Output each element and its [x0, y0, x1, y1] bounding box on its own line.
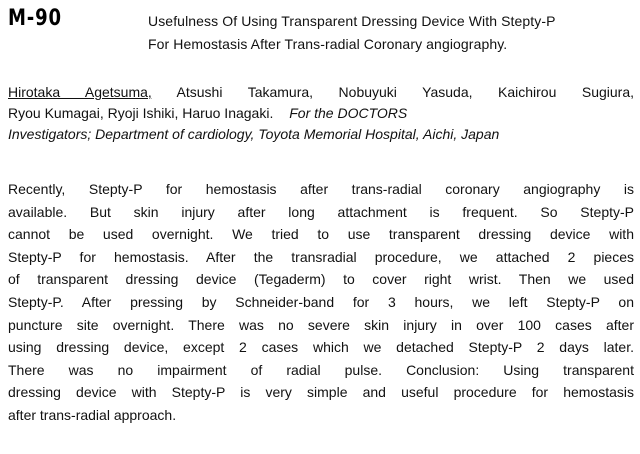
author-line [8, 103, 634, 124]
affiliation: Investigators; Department of cardiology, Toyota Memorial Hospital, Aichi, Japan [8, 126, 500, 142]
body-line: dressing device with Stepty-P is very simple and useful procedure for hemostasis [8, 384, 634, 401]
body-line: There was no impairment of radial pulse. Conclusion: Using transparent [8, 361, 634, 378]
body-line: puncture site overnight. There was no severe skin injury in over 100 cases after [8, 316, 634, 333]
first-author: Hirotaka Agetsuma, [8, 84, 152, 100]
body-line: after trans-radial approach. [8, 406, 177, 423]
study-group: For the DOCTORS [289, 105, 408, 121]
co-authors: Ryou Kumagai, Ryoji Ishiki, Haruo Inagaki. [8, 105, 274, 121]
body-line: Recently, Stepty-P for hemostasis after trans-radial coronary angiography is [8, 181, 634, 197]
body-line: Stepty-P. After pressing by Schneider-band for 3 hours, we left Stepty-P on [8, 293, 634, 310]
co-authors: Atsushi Takamura, Nobuyuki Yasuda, Kaichirou Sugiura, [176, 84, 635, 100]
body-line: cannot be used overnight. We tried to use transparent dressing device with [8, 226, 634, 243]
author-block [8, 82, 634, 145]
body-line: available. But skin injury after long attachment is frequent. So Stepty-P [8, 203, 634, 220]
title-line: Usefulness Of Using Transparent Dressing Device With Stepty-P [148, 13, 556, 29]
body-line: using dressing device, except 2 cases which we detached Stepty-P 2 days later. [8, 339, 634, 356]
body-line: Stepty-P for hemostasis. After the transradial procedure, we attached 2 pieces [8, 248, 634, 265]
abstract-number: M-90 [8, 6, 62, 31]
abstract-body [8, 178, 634, 427]
body-line: of transparent dressing device (Tegaderm) to cover right wrist. Then we used [8, 271, 634, 288]
abstract-title [148, 10, 634, 56]
title-line: For Hemostasis After Trans-radial Coronary angiography. [148, 36, 508, 52]
author-line [8, 82, 634, 103]
